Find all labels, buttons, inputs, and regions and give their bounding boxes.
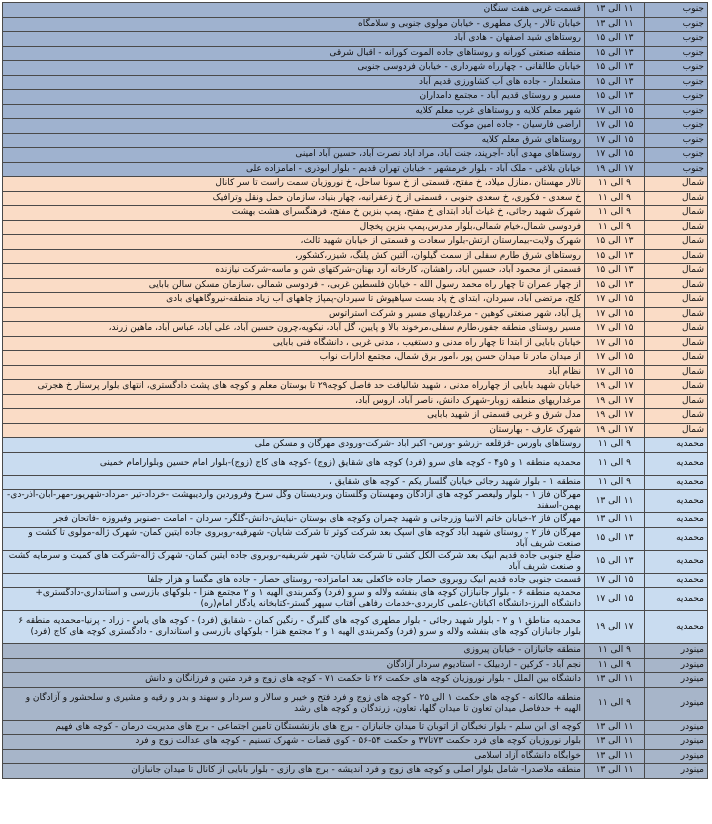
location-cell: شهرک ولایت-بیمارستان ارتش-بلوار سعادت و قسمتی از خیابان شهید ثالث، <box>3 235 585 250</box>
table-row <box>3 307 708 322</box>
hours-cell: ۱۵ الی ۱۷ <box>585 573 645 588</box>
hours-cell: ۱۵ الی ۱۷ <box>585 104 645 119</box>
region-cell: جنوب <box>645 46 708 61</box>
region-cell: جنوب <box>645 133 708 148</box>
table-row <box>3 438 708 453</box>
region-cell: جنوب <box>645 119 708 134</box>
table-row <box>3 119 708 134</box>
region-cell: محمدیه <box>645 513 708 528</box>
hours-cell: ۱۳ الی ۱۵ <box>585 46 645 61</box>
location-cell: خیابان شهید بابایی از چهارراه مدنی ، شهید شالیافت حد فاصل کوچه۲۹ تا بوستان معلم و کوچه های پشت دادگستری، انتهای بلوار پرستار خ هجرتی <box>3 380 585 395</box>
table-row <box>3 206 708 221</box>
table-row <box>3 452 708 475</box>
hours-cell: ۱۳ الی ۱۵ <box>585 527 645 550</box>
table-row <box>3 658 708 673</box>
hours-cell: ۹ الی ۱۱ <box>585 206 645 221</box>
location-cell: منطقه ۱ - بلوار شهید رجائی خیابان گلسار یکم - کوچه های شقایق ، <box>3 475 585 490</box>
hours-cell: ۱۷ الی ۱۹ <box>585 162 645 177</box>
table-row <box>3 573 708 588</box>
region-cell: شمال <box>645 365 708 380</box>
region-cell: شمال <box>645 235 708 250</box>
region-cell: شمال <box>645 220 708 235</box>
region-cell: شمال <box>645 336 708 351</box>
location-cell: شهر معلم کلایه و روستاهای غرب معلم کلایه <box>3 104 585 119</box>
table-row <box>3 61 708 76</box>
hours-cell: ۱۱ الی ۱۳ <box>585 749 645 764</box>
region-cell: محمدیه <box>645 475 708 490</box>
region-cell: جنوب <box>645 17 708 32</box>
region-cell: شمال <box>645 206 708 221</box>
location-cell: مهرگان فاز ۲ - روستای شهید آباد کوچه های اسپک بعد شرکت کوثر تا شرکت شایان- شهرقیه-روبروی جاده ایتین کمان- شهرک ژاله-مولوی تا کشت و صنعت شریف آباد <box>3 527 585 550</box>
region-cell: محمدیه <box>645 611 708 644</box>
hours-cell: ۱۷ الی ۱۹ <box>585 423 645 438</box>
region-cell: جنوب <box>645 75 708 90</box>
hours-cell: ۱۱ الی ۱۳ <box>585 17 645 32</box>
table-row <box>3 336 708 351</box>
table-row <box>3 409 708 424</box>
location-cell: شهرک شهید رجائی، خ غیاث آباد ابتدای خ مفتح، پمپ بنزین خ مفتح، فرهنگسرای هشت بهشت <box>3 206 585 221</box>
location-cell: مسیر روستای منطقه جفور،طارم سفلی،مرخوند بالا و پایین، گل آباد، نیکویه،چرون حسین آباد، علی آباد، عباس آباد، ماهین زرند، <box>3 322 585 337</box>
hours-cell: ۱۳ الی ۱۵ <box>585 235 645 250</box>
hours-cell: ۱۱ الی ۱۳ <box>585 720 645 735</box>
hours-cell: ۱۳ الی ۱۵ <box>585 32 645 47</box>
table-row <box>3 278 708 293</box>
location-cell: روستاهای مهدی آباد -آجرپند، جنت آباد، مراد اباد نصرت آباد، حسین آباد امینی <box>3 148 585 163</box>
hours-cell: ۱۵ الی ۱۷ <box>585 119 645 134</box>
table-row <box>3 550 708 573</box>
location-cell: خیابان تالار - پارک مطهری - خیابان مولوی جنوبی و سلامگاه <box>3 17 585 32</box>
table-row <box>3 588 708 611</box>
table-row <box>3 235 708 250</box>
location-cell: نجم آباد - کرکین - اردبیلک - استادیوم سردار آزادگان <box>3 658 585 673</box>
table-row <box>3 3 708 18</box>
table-row <box>3 249 708 264</box>
table-row <box>3 735 708 750</box>
location-cell: قسمتی از محمود آباد، حسین اباد، راهشان، کارخانه آرد بهنان-شرکتهای شن و ماسه-شرکت نیازنده <box>3 264 585 279</box>
region-cell: محمدیه <box>645 588 708 611</box>
location-cell: مرغداریهای منطقه زوبار-شهرک دانش، ناصر آباد، اروس آباد، <box>3 394 585 409</box>
location-cell: کلج، مرتضی آباد، سیردان، ابتدای خ پاد بست سیاهپوش تا سیردان-پمپاژ چاههای آب زیاد منطقه-نیروگاههای بادی <box>3 293 585 308</box>
region-cell: مینودر <box>645 735 708 750</box>
table-row <box>3 490 708 513</box>
table-row <box>3 423 708 438</box>
hours-cell: ۱۱ الی ۱۳ <box>585 513 645 528</box>
region-cell: شمال <box>645 249 708 264</box>
location-cell: از میدان مادر تا میدان حسن پور ،امور برق شمال، مجتمع ادارات نواب <box>3 351 585 366</box>
hours-cell: ۹ الی ۱۱ <box>585 452 645 475</box>
hours-cell: ۱۵ الی ۱۷ <box>585 293 645 308</box>
location-cell: خیابان بلاغی - ملک آباد - بلوار خرمشهر - خیابان تهران قدیم - بلوار ابوذری - امامزاده علی <box>3 162 585 177</box>
location-cell: روستاهای شرق معلم کلایه <box>3 133 585 148</box>
region-cell: جنوب <box>645 104 708 119</box>
hours-cell: ۱۷ الی ۱۹ <box>585 380 645 395</box>
hours-cell: ۱۳ الی ۱۵ <box>585 61 645 76</box>
region-cell: مینودر <box>645 687 708 720</box>
location-cell: منطقه مالکانه - کوچه های حکمت ۱ الی ۲۵ - کوچه های زوج و فرد فتح و خیبر و سالار و سردار و سهند و بدر و رقیه و مشیری و سلحشور و آزادگان و الهیه + حدفاصل میدان تعاون تا میدان گلها، تعاون، زرندگان و کوچه های رشد <box>3 687 585 720</box>
hours-cell: ۹ الی ۱۱ <box>585 177 645 192</box>
region-cell: شمال <box>645 191 708 206</box>
table-row <box>3 46 708 61</box>
region-cell: شمال <box>645 351 708 366</box>
region-cell: مینودر <box>645 673 708 688</box>
hours-cell: ۱۷ الی ۱۹ <box>585 394 645 409</box>
table-row <box>3 32 708 47</box>
location-cell: خوابگاه دانشگاه آزاد اسلامی <box>3 749 585 764</box>
table-row <box>3 220 708 235</box>
region-cell: شمال <box>645 177 708 192</box>
location-cell: مهرگان فاز ۱ - بلوار ولیعصر کوچه های آزادگان ومهستان وگلستان وبردیستان وگل سرخ وفروردین واردیبهشت -خرداد-تیر -مرداد-شهریور-مهر-ابان-اذر-دی-بهمن-اسفند <box>3 490 585 513</box>
region-cell: محمدیه <box>645 490 708 513</box>
location-cell: روستاهای شرق طارم سفلی از سمت گیلوان، آلتین کش پلنگ، شیزر،کشکور، <box>3 249 585 264</box>
location-cell: خیابان بابایی از ابتدا تا چهار راه مدنی و دستغیب ، مدنی غربی ، دانشگاه فنی بابایی <box>3 336 585 351</box>
hours-cell: ۱۵ الی ۱۷ <box>585 365 645 380</box>
hours-cell: ۱۵ الی ۱۷ <box>585 588 645 611</box>
outage-schedule-table <box>2 2 708 779</box>
location-cell: بلوار نوروزیان کوچه های فرد حکمت ۷۳تا۳۷ و حکمت ۵۴-۵۶ - کوی قضات - شهرک تسنیم - کوچه های عدالت زوج و فرد <box>3 735 585 750</box>
table-row <box>3 90 708 105</box>
hours-cell: ۱۳ الی ۱۵ <box>585 90 645 105</box>
region-cell: شمال <box>645 394 708 409</box>
table-row <box>3 104 708 119</box>
table-row <box>3 475 708 490</box>
table-row <box>3 75 708 90</box>
region-cell: محمدیه <box>645 550 708 573</box>
location-cell: منطقه صنعتی کورانه و روستاهای جاده الموت کورانه - اقبال شرقی <box>3 46 585 61</box>
hours-cell: ۱۱ الی ۱۳ <box>585 764 645 779</box>
hours-cell: ۱۵ الی ۱۷ <box>585 351 645 366</box>
hours-cell: ۱۳ الی ۱۵ <box>585 75 645 90</box>
region-cell: محمدیه <box>645 573 708 588</box>
region-cell: جنوب <box>645 148 708 163</box>
outage-schedule-body <box>3 3 708 779</box>
location-cell: قسمت غربی هفت سنگان <box>3 3 585 18</box>
hours-cell: ۱۱ الی ۱۳ <box>585 735 645 750</box>
hours-cell: ۹ الی ۱۱ <box>585 191 645 206</box>
location-cell: از چهار عمران تا چهار راه محمد رسول الله - خیابان فلسطین غربی، - فردوسی شمالی ،سازمان مسکن سالن بابایی <box>3 278 585 293</box>
location-cell: روستاهای باورس -قزقلعه -زرشو -ورس- اکبر اباد -شرکت-ورودی مهرگان و مسکن ملی <box>3 438 585 453</box>
hours-cell: ۱۵ الی ۱۷ <box>585 336 645 351</box>
table-row <box>3 148 708 163</box>
region-cell: شمال <box>645 293 708 308</box>
hours-cell: ۱۱ الی ۱۳ <box>585 490 645 513</box>
location-cell: مدل شرق و غربی قسمتی از شهید بابایی <box>3 409 585 424</box>
region-cell: محمدیه <box>645 527 708 550</box>
location-cell: محمدیه مناطق ۱ و ۲ - بلوار شهید رجائی - بلوار مطهری کوچه های گلبرگ - رنگین کمان - شقایق (فرد) - کوچه های یاس - زراد - پرنیا-محمدیه منطقه ۶ بلوار جانبازان کوچه های بنفشه ولاله و سرو (فرد) وکمربندی الهیه ۱ و ۲ مجتمع هنزا - بلوکهای بازرسی و استانداری - دادگستری کوچه های کاج (فرد) <box>3 611 585 644</box>
location-cell: تالار مهستان ،منازل میلاد، خ مفتح، قسمتی از خ سونا ساحل، خ نوروزیان سمت راست تا سر کانال <box>3 177 585 192</box>
table-row <box>3 17 708 32</box>
hours-cell: ۹ الی ۱۱ <box>585 644 645 659</box>
region-cell: محمدیه <box>645 452 708 475</box>
region-cell: محمدیه <box>645 438 708 453</box>
hours-cell: ۱۵ الی ۱۷ <box>585 322 645 337</box>
region-cell: جنوب <box>645 61 708 76</box>
location-cell: منطقه جانبازان - خیابان پیروزی <box>3 644 585 659</box>
location-cell: منطقه ملاصدرا- شامل بلوار اصلی و کوچه های زوج و فرد اندیشه - برج های رازی - بلوار بابایی از کانال تا میدان جانبازان <box>3 764 585 779</box>
region-cell: مینودر <box>645 749 708 764</box>
hours-cell: ۱۷ الی ۱۹ <box>585 409 645 424</box>
hours-cell: ۹ الی ۱۱ <box>585 658 645 673</box>
table-row <box>3 644 708 659</box>
region-cell: مینودر <box>645 764 708 779</box>
table-row <box>3 394 708 409</box>
location-cell: خیابان طالقانی - چهارراه شهرداری - خیابان فردوسی جنوبی <box>3 61 585 76</box>
hours-cell: ۱۵ الی ۱۷ <box>585 133 645 148</box>
location-cell: پل آباد، شهر صنعتی کوهین - مرغداریهای مسیر و شرکت استراتوس <box>3 307 585 322</box>
location-cell: مهرگان فاز ۲-خیابان خاتم الانبیا وزرجانی و شهید چمران وکوچه های بوستان -نیایش-دانش-گلگر- سردان - امامت -صنوبر وفیروزه -فاتحان فجر <box>3 513 585 528</box>
table-row <box>3 162 708 177</box>
hours-cell: ۱۳ الی ۱۵ <box>585 278 645 293</box>
location-cell: محمدیه منطقه ۱ و ۵و۴ - کوچه های سرو (فرد) کوچه های شقایق (زوج) -کوچه های کاج (زوج)-بلوار امام حسین وبلوارامام خمینی <box>3 452 585 475</box>
hours-cell: ۱۷ الی ۱۹ <box>585 611 645 644</box>
hours-cell: ۹ الی ۱۱ <box>585 687 645 720</box>
hours-cell: ۹ الی ۱۱ <box>585 438 645 453</box>
region-cell: شمال <box>645 322 708 337</box>
location-cell: مشعلدار - جاده های آب کشاورزی قدیم آباد <box>3 75 585 90</box>
hours-cell: ۱۱ الی ۱۳ <box>585 673 645 688</box>
table-row <box>3 749 708 764</box>
table-row <box>3 351 708 366</box>
hours-cell: ۱۵ الی ۱۷ <box>585 307 645 322</box>
region-cell: شمال <box>645 264 708 279</box>
table-row <box>3 611 708 644</box>
hours-cell: ۹ الی ۱۱ <box>585 475 645 490</box>
table-row <box>3 191 708 206</box>
location-cell: کوچه ای ابن سلم - بلوار نخبگان از اتوبان تا میدان جانبازان - برج های بازنشستگان تامین اجتماعی - برج های مدیریت درمان - کوچه های فهیم <box>3 720 585 735</box>
hours-cell: ۱۳ الی ۱۵ <box>585 550 645 573</box>
location-cell: دانشگاه بین الملل - بلوار نوروزیان کوچه های حکمت ۲۶ تا حکمت ۷۱ - کوچه های زوج و فرد متین و فرزانگان و دانش <box>3 673 585 688</box>
hours-cell: ۱۳ الی ۱۵ <box>585 249 645 264</box>
region-cell: جنوب <box>645 90 708 105</box>
hours-cell: ۱۱ الی ۱۳ <box>585 3 645 18</box>
table-row <box>3 177 708 192</box>
table-row <box>3 264 708 279</box>
region-cell: مینودر <box>645 644 708 659</box>
table-row <box>3 687 708 720</box>
location-cell: مسیر و روستای قدیم آباد - مجتمع دامداران <box>3 90 585 105</box>
table-row <box>3 673 708 688</box>
location-cell: نظام آباد <box>3 365 585 380</box>
location-cell: قسمت جنوبی جاده قدیم ابیک روبروی حصار جاده خاکعلی بعد امامزاده- روستای حصار - جاده های مگسا و هزار جلفا <box>3 573 585 588</box>
table-row <box>3 720 708 735</box>
hours-cell: ۱۳ الی ۱۵ <box>585 264 645 279</box>
location-cell: اراضی فارسیان - جاده امین موکت <box>3 119 585 134</box>
location-cell: ضلع جنوبی جاده قدیم ابیک بعد شرکت الکل کشی تا شرکت شایان- شهر شریفیه-روبروی جاده ایتین کمان- شهرک ژاله-شرکت های کمیت و سرمایه کشت و صنعت شریف آباد <box>3 550 585 573</box>
location-cell: محمدیه منطقه ۶ - بلوار جانبازان کوچه های بنفشه ولاله و سرو (فرد) وکمربندی الهیه ۱ و ۲ مجتمع هنزا - بلوکهای بازرسی و استانداری-دادگستری+ دانشگاه البرز-دانشگاه اکباتان-علمی کاربردی-خدمات رفاهی آفتاب سپهر گستر-کتابخانه یادگار امام(ره) <box>3 588 585 611</box>
region-cell: جنوب <box>645 162 708 177</box>
table-row <box>3 527 708 550</box>
region-cell: مینودر <box>645 658 708 673</box>
region-cell: شمال <box>645 307 708 322</box>
table-row <box>3 133 708 148</box>
region-cell: شمال <box>645 423 708 438</box>
region-cell: شمال <box>645 278 708 293</box>
table-row <box>3 293 708 308</box>
table-row <box>3 365 708 380</box>
table-row <box>3 513 708 528</box>
location-cell: شهرک عارف - بهارستان <box>3 423 585 438</box>
region-cell: مینودر <box>645 720 708 735</box>
table-row <box>3 764 708 779</box>
hours-cell: ۱۵ الی ۱۷ <box>585 148 645 163</box>
hours-cell: ۹ الی ۱۱ <box>585 220 645 235</box>
location-cell: روستاهای شید اصفهان - هادی آباد <box>3 32 585 47</box>
region-cell: شمال <box>645 380 708 395</box>
location-cell: فردوسی شمال،خیام شمالی،بلوار مدرس،پمپ بنزین پخچال <box>3 220 585 235</box>
table-row <box>3 380 708 395</box>
location-cell: خ سعدی - فکوری، خ سعدی جنوبی ، قسمتی از خ زعفرانیه، چهار بنیاد، سازمان حمل ونقل وترافیک <box>3 191 585 206</box>
region-cell: شمال <box>645 409 708 424</box>
region-cell: جنوب <box>645 3 708 18</box>
region-cell: جنوب <box>645 32 708 47</box>
table-row <box>3 322 708 337</box>
